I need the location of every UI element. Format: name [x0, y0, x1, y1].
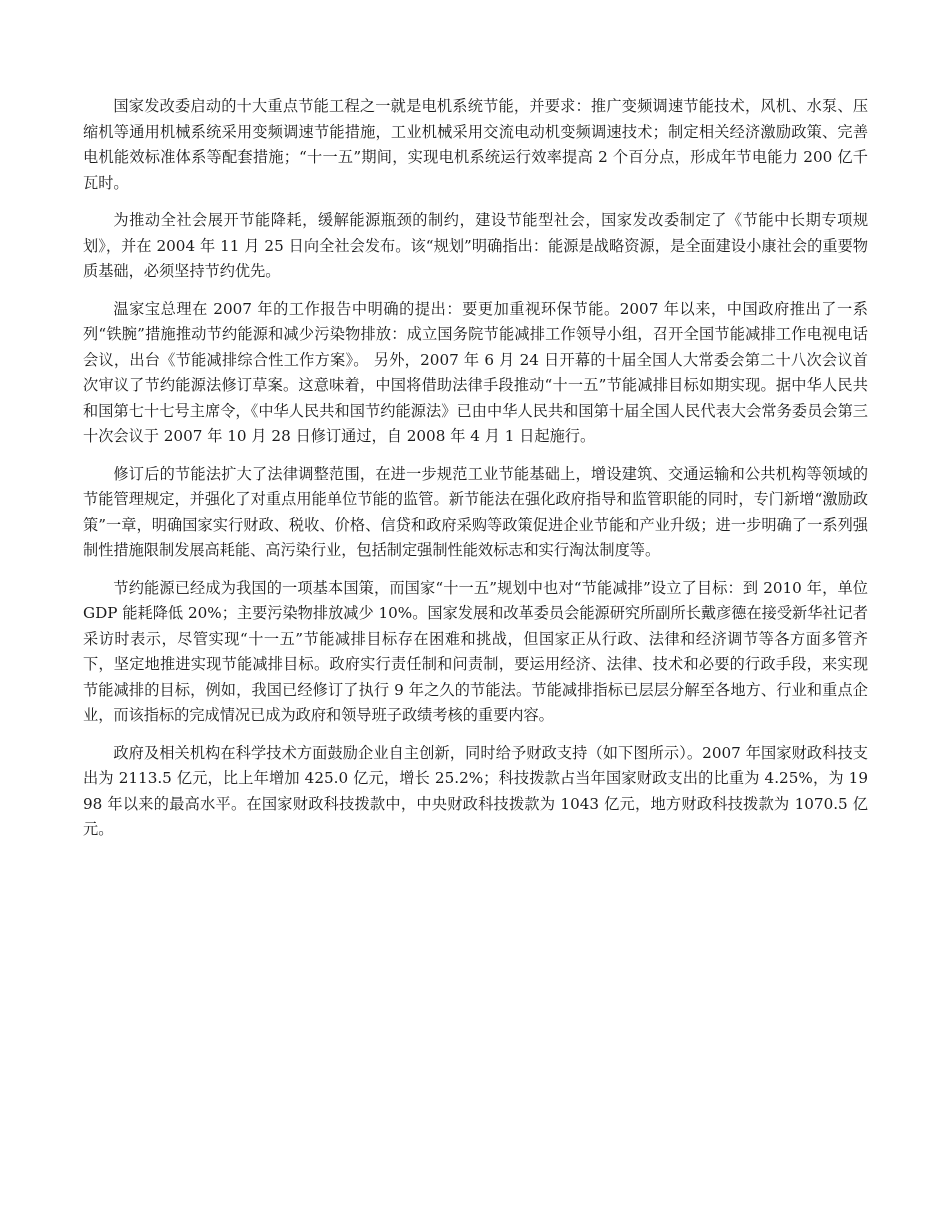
paragraph-government-report: 温家宝总理在 2007 年的工作报告中明确的提出：要更加重视环保节能。2007 年以来，中国政府推出了一系列“铁腕”措施推动节约能源和减少污染物排放：成立国务院节能减排工作领导小组，召开全国节能减排工作电视电话会议，出台《节能减排综合性工作方案》。 另外，2007 年 6 月 24 日开幕的十届全国人大常委会第二十八次会议首次审议了节约能源法修订草案。这意味着，中国将借助法律手段推动“十一五”节能减排目标如期实现。据中华人民共和国第七十七号主席令，《中华人民共和国节约能源法》已由中华人民共和国第十届全国人民代表大会常务委员会第三十次会议于 2007 年 10 月 28 日修订通过，自 2008 年 4 月 1 日起施行。: [83, 299, 868, 445]
paragraph-energy-plan: 为推动全社会展开节能降耗，缓解能源瓶颈的制约，建设节能型社会，国家发改委制定了《节能中长期专项规划》，并在 2004 年 11 月 25 日向全社会发布。该“规划”明确指出：能源是战略资源，是全面建设小康社会的重要物质基础，必须坚持节约优先。: [83, 211, 868, 280]
paragraph-national-policy: 节约能源已经成为我国的一项基本国策，而国家“十一五”规划中也对“节能减排”设立了目标：到 2010 年，单位 GDP 能耗降低 20%；主要污染物排放减少 10%。国家发展和改革委员会能源研究所副所长戴彦德在接受新华社记者采访时表示，尽管实现“十一五”节能减排目标存在困难和挑战，但国家正从行政、法律和经济调节等各方面多管齐下，坚定地推进实现节能减排目标。政府实行责任制和问责制，要运用经济、法律、技术和必要的行政手段，来实现节能减排的目标，例如，我国已经修订了执行 9 年之久的节能法。节能减排指标已层层分解至各地方、行业和重点企业，而该指标的完成情况已成为政府和领导班子政绩考核的重要内容。: [83, 578, 868, 724]
paragraph-science-funding: 政府及相关机构在科学技术方面鼓励企业自主创新，同时给予财政支持（如下图所示）。2007 年国家财政科技支出为 2113.5 亿元，比上年增加 425.0 亿元，增长 25.2%；科技拨款占当年国家财政支出的比重为 4.25%，为 1998 年以来的最高水平。在国家财政科技拨款中，中央财政科技拨款为 1043 亿元，地方财政科技拨款为 1070.5 亿元。: [83, 743, 868, 838]
paragraph-revised-law: 修订后的节能法扩大了法律调整范围，在进一步规范工业节能基础上，增设建筑、交通运输和公共机构等领域的节能管理规定，并强化了对重点用能单位节能的监管。新节能法在强化政府指导和监管职能的同时，专门新增“激励政策”一章，明确国家实行财政、税收、价格、信贷和政府采购等政策促进企业节能和产业升级；进一步明确了一系列强制性措施限制发展高耗能、高污染行业，包括制定强制性能效标志和实行淘汰制度等。: [83, 464, 868, 559]
document-body: [83, 94, 868, 855]
paragraph-motor-energy-saving: 国家发改委启动的十大重点节能工程之一就是电机系统节能，并要求：推广变频调速节能技术，风机、水泵、压缩机等通用机械系统采用变频调速节能措施，工业机械采用交流电动机变频调速技术；制定相关经济激励政策、完善电机能效标准体系等配套措施；“十一五”期间，实现电机系统运行效率提高 2 个百分点，形成年节电能力 200 亿千瓦时。: [83, 97, 868, 192]
